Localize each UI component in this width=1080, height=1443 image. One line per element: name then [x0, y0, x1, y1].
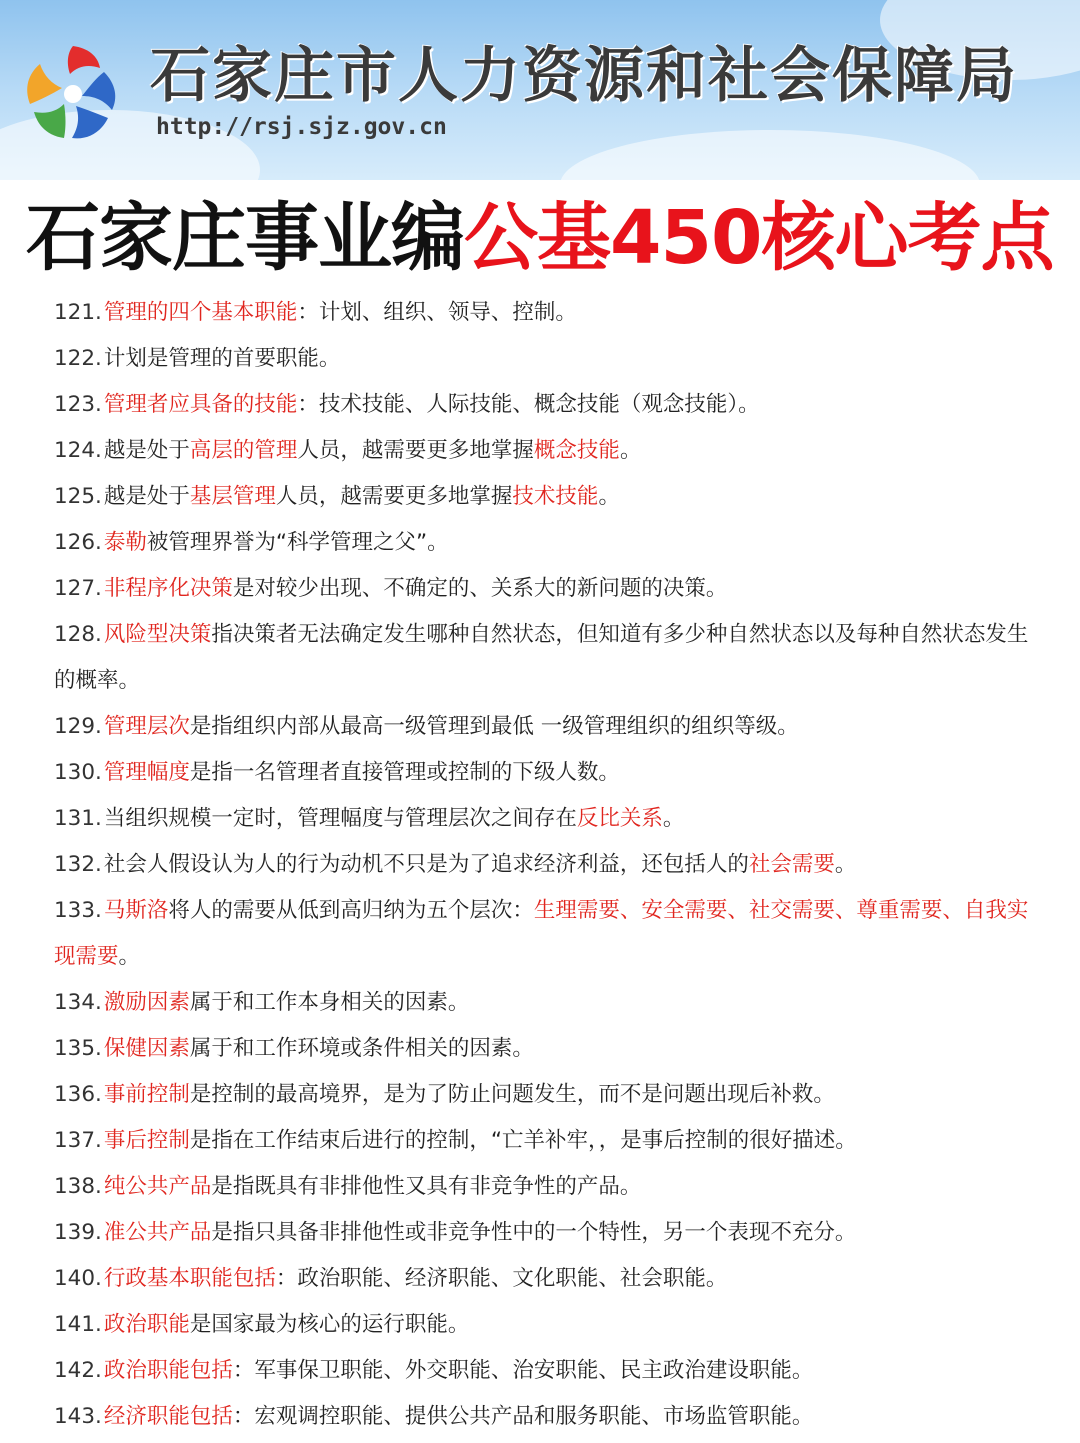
list-item: [54, 1394, 1029, 1440]
list-item: [54, 1118, 1029, 1164]
highlighted-term: 保健因素: [103, 1036, 190, 1061]
highlighted-term: 管理层次: [103, 714, 190, 739]
item-number: 134.: [54, 990, 102, 1015]
highlighted-term: 纯公共产品: [103, 1174, 212, 1199]
item-text: 被管理界誉为“科学管理之父”。: [146, 530, 449, 555]
item-number: 124.: [54, 438, 102, 463]
list-item: [54, 612, 1029, 704]
highlighted-term: 政治职能: [103, 1312, 190, 1337]
list-item: [54, 750, 1029, 796]
item-text: 是指一名管理者直接管理或控制的下级人数。: [189, 760, 620, 785]
org-url[interactable]: http://rsj.sjz.gov.cn: [156, 114, 447, 140]
item-text: 。: [619, 438, 642, 463]
item-number: 131.: [54, 806, 102, 831]
item-text: 是国家最为核心的运行职能。: [189, 1312, 470, 1337]
list-item: [54, 1348, 1029, 1394]
item-text: 是控制的最高境界，是为了防止问题发生，而不是问题出现后补救。: [189, 1082, 835, 1107]
list-item: [54, 704, 1029, 750]
item-number: 138.: [54, 1174, 102, 1199]
item-text: 。: [598, 484, 620, 509]
highlighted-term: 非程序化决策: [103, 576, 233, 601]
cloud-decoration: [560, 130, 980, 180]
list-item: [54, 1302, 1029, 1348]
title-black-part: 石家庄事业编: [26, 195, 464, 281]
list-item: [54, 382, 1029, 428]
list-item: [54, 796, 1029, 842]
highlighted-term: 管理者应具备的技能: [103, 392, 298, 417]
highlighted-term: 高层的管理: [189, 438, 298, 463]
item-text: 计划是管理的首要职能。: [103, 346, 341, 371]
item-text: 。: [118, 944, 141, 969]
list-item: [54, 566, 1029, 612]
highlighted-term: 经济职能包括: [103, 1404, 233, 1429]
item-text: 是指只具备非排他性或非竞争性中的一个特性，另一个表现不充分。: [211, 1220, 857, 1245]
org-name: 石家庄市人力资源和社会保障局: [150, 41, 1018, 111]
item-number: 122.: [54, 346, 102, 371]
item-text: 属于和工作本身相关的因素。: [189, 990, 470, 1015]
item-number: 136.: [54, 1082, 102, 1107]
list-item: [54, 336, 1029, 382]
item-text: 越是处于: [103, 484, 190, 509]
item-text: 是指组织内部从最高一级管理到最低 一级管理组织的组织等级。: [189, 714, 799, 739]
item-text: ：宏观调控职能、提供公共产品和服务职能、市场监管职能。: [232, 1404, 814, 1429]
highlighted-term: 风险型决策: [103, 622, 212, 647]
list-item: [54, 428, 1029, 474]
highlighted-term: 马斯洛: [103, 898, 169, 923]
item-number: 141.: [54, 1312, 102, 1337]
item-number: 130.: [54, 760, 102, 785]
highlighted-term: 事后控制: [103, 1128, 190, 1153]
pentagon-star-logo-icon: [18, 38, 128, 148]
item-text: 当组织规模一定时，管理幅度与管理层次之间存在: [103, 806, 577, 831]
item-number: 127.: [54, 576, 102, 601]
item-text: ：军事保卫职能、外交职能、治安职能、民主政治建设职能。: [232, 1358, 814, 1383]
highlighted-term: 事前控制: [103, 1082, 190, 1107]
item-number: 123.: [54, 392, 102, 417]
list-item: [54, 1026, 1029, 1072]
highlighted-term: 管理幅度: [103, 760, 190, 785]
item-number: 143.: [54, 1404, 102, 1429]
item-number: 125.: [54, 484, 102, 509]
item-text: ：计划、组织、领导、控制。: [297, 300, 577, 325]
item-number: 140.: [54, 1266, 102, 1291]
item-number: 133.: [54, 898, 102, 923]
list-item: [54, 290, 1029, 336]
highlighted-term: 激励因素: [103, 990, 190, 1015]
item-text: ：政治职能、经济职能、文化职能、社会职能。: [275, 1266, 728, 1291]
item-text: 是对较少出现、不确定的、关系大的新问题的决策。: [232, 576, 728, 601]
highlighted-term: 行政基本职能包括: [103, 1266, 276, 1291]
list-item: [54, 842, 1029, 888]
highlighted-term: 反比关系: [576, 806, 663, 831]
item-number: 129.: [54, 714, 102, 739]
item-text: 属于和工作环境或条件相关的因素。: [189, 1036, 534, 1061]
item-number: 121.: [54, 300, 102, 325]
item-number: 137.: [54, 1128, 102, 1153]
page-title: [26, 192, 1076, 284]
item-text: 越是处于: [103, 438, 190, 463]
highlighted-term: 社会需要: [748, 852, 835, 877]
knowledge-point-list: [54, 290, 1029, 1440]
list-item: [54, 1072, 1029, 1118]
item-number: 142.: [54, 1358, 102, 1383]
item-text: ：技术技能、人际技能、概念技能（观念技能）。: [297, 392, 760, 417]
list-item: [54, 474, 1029, 520]
list-item: [54, 1256, 1029, 1302]
highlighted-term: 管理的四个基本职能: [103, 300, 298, 325]
header-banner: [0, 0, 1080, 180]
list-item: [54, 1164, 1029, 1210]
item-text: 指决策者无法确定发生哪种自然状态，但知道有多少种自然状态以及每种自然状态发生的概率。: [54, 622, 1029, 693]
item-text: 是指在工作结束后进行的控制，“亡羊补牢，，是事后控制的很好描述。: [189, 1128, 857, 1153]
highlighted-term: 泰勒: [103, 530, 147, 555]
item-text: 。: [834, 852, 857, 877]
item-number: 126.: [54, 530, 102, 555]
highlighted-term: 概念技能: [533, 438, 620, 463]
list-item: [54, 888, 1029, 980]
item-number: 135.: [54, 1036, 102, 1061]
item-number: 132.: [54, 852, 102, 877]
highlighted-term: 政治职能包括: [103, 1358, 233, 1383]
highlighted-term: 生理需要、安全需要、社交需要、尊重需要、自我实现需要: [54, 898, 1029, 969]
item-text: 是指既具有非排他性又具有非竞争性的产品。: [211, 1174, 642, 1199]
title-red-part: 公基450核心考点: [464, 195, 1054, 281]
item-number: 139.: [54, 1220, 102, 1245]
highlighted-term: 基层管理: [189, 484, 276, 509]
item-text: 将人的需要从低到高归纳为五个层次：: [168, 898, 534, 923]
list-item: [54, 520, 1029, 566]
item-text: 人员，越需要更多地掌握: [297, 438, 534, 463]
list-item: [54, 1210, 1029, 1256]
item-text: 。: [662, 806, 685, 831]
highlighted-term: 准公共产品: [103, 1220, 212, 1245]
list-item: [54, 980, 1029, 1026]
highlighted-term: 技术技能: [512, 484, 599, 509]
item-text: 社会人假设认为人的行为动机不只是为了追求经济利益，还包括人的: [103, 852, 749, 877]
item-number: 128.: [54, 622, 102, 647]
item-text: 人员，越需要更多地掌握: [275, 484, 513, 509]
